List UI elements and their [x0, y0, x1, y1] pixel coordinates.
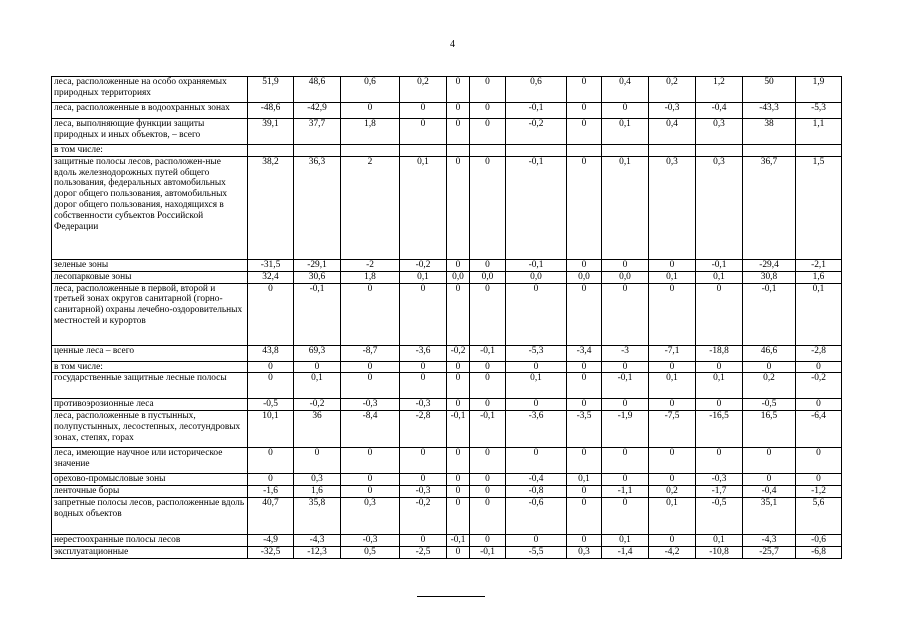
table-cell: -1,2 [796, 486, 842, 498]
table-cell: -0,1 [447, 534, 470, 546]
table-cell: 0,1 [696, 534, 743, 546]
table-cell: 5,6 [796, 497, 842, 534]
table-cell: -3,5 [567, 411, 602, 448]
table-cell: -2,5 [400, 546, 447, 558]
table-cell: 0 [470, 156, 506, 259]
table-cell: 0 [470, 399, 506, 411]
table-cell: 51,9 [248, 77, 294, 103]
table-cell: 0,1 [567, 474, 602, 486]
table-cell: -42,9 [294, 103, 341, 119]
table-cell: 0 [470, 474, 506, 486]
table-cell: -0,8 [506, 486, 567, 498]
table-cell: 0 [649, 534, 696, 546]
table-cell: 1,1 [796, 119, 842, 145]
table-cell: 0 [506, 448, 567, 474]
row-label: государственные защитные лесные полосы [52, 373, 248, 399]
table-cell: 0,1 [602, 156, 649, 259]
table-cell: -8,7 [341, 345, 400, 361]
table-cell: 0 [447, 497, 470, 534]
table-cell: -3,6 [400, 345, 447, 361]
table-cell: 30,6 [294, 271, 341, 283]
table-row [52, 283, 842, 345]
row-label: нерестоохранные полосы лесов [52, 534, 248, 546]
table-cell: 0 [470, 534, 506, 546]
table-cell: 0,3 [567, 546, 602, 558]
table-cell: 37,7 [294, 119, 341, 145]
table-cell: -0,1 [602, 373, 649, 399]
table-cell: 0,6 [506, 77, 567, 103]
table-cell: -0,2 [294, 399, 341, 411]
row-label: противоэрозионные леса [52, 399, 248, 411]
table-cell: -43,3 [743, 103, 796, 119]
table-cell: 0 [248, 373, 294, 399]
page-number: 4 [450, 39, 455, 50]
row-label: орехово-промысловые зоны [52, 474, 248, 486]
table-cell: 0 [341, 474, 400, 486]
table-cell: -16,5 [696, 411, 743, 448]
table-cell: -2,8 [400, 411, 447, 448]
table-cell: 0 [696, 283, 743, 345]
table-cell: 0,2 [649, 486, 696, 498]
table-cell: -3 [602, 345, 649, 361]
table-cell: 0 [400, 474, 447, 486]
table-cell: 0 [567, 103, 602, 119]
table-cell: 0 [649, 399, 696, 411]
table-cell: -2,1 [796, 259, 842, 271]
table-cell: 0,3 [696, 119, 743, 145]
table-cell: 0 [294, 361, 341, 373]
table-cell: 43,8 [248, 345, 294, 361]
table-cell: 0 [470, 259, 506, 271]
table-cell: 1,9 [796, 77, 842, 103]
table-cell: 0 [567, 399, 602, 411]
table-cell: 0,6 [341, 77, 400, 103]
table-cell: 0 [470, 497, 506, 534]
table-cell: -0,4 [696, 103, 743, 119]
table-cell: -18,8 [696, 345, 743, 361]
table-cell: 0 [506, 361, 567, 373]
table-cell: 0 [447, 399, 470, 411]
table-cell: 0 [470, 361, 506, 373]
row-label: защитные полосы лесов, расположен-ные вдоль железнодорожных путей общего пользования, федеральных автомобильных дорог общего пользования, автомобильных дорог общего пользования, находящихся в собственности субъектов Российской Федерации [52, 156, 248, 259]
table-cell: 0 [602, 497, 649, 534]
footer-rule [417, 596, 485, 597]
table-cell: -0,3 [400, 486, 447, 498]
table-cell: -5,3 [796, 103, 842, 119]
table-cell: 50 [743, 77, 796, 103]
table-cell [602, 145, 649, 157]
table-cell: -32,5 [248, 546, 294, 558]
table-cell: 0 [248, 474, 294, 486]
table-cell: -2,8 [796, 345, 842, 361]
forest-data-table [51, 76, 842, 559]
table-row [52, 345, 842, 361]
table-cell: 0 [743, 448, 796, 474]
table-cell: -12,3 [294, 546, 341, 558]
table-cell: 0,0 [602, 271, 649, 283]
table-cell: 0 [341, 448, 400, 474]
table-cell: 0,1 [696, 271, 743, 283]
table-cell: -2 [341, 259, 400, 271]
table-cell: 0 [696, 361, 743, 373]
table-cell: 0,3 [341, 497, 400, 534]
table-cell: 0 [447, 373, 470, 399]
table-row [52, 119, 842, 145]
table-cell: -0,1 [294, 283, 341, 345]
table-cell: 0 [470, 486, 506, 498]
row-label: леса, расположенные в первой, второй и третьей зонах округов санитарной (горно-санитарной) охраны лечебно-оздоровительных местностей и курортов [52, 283, 248, 345]
row-label: леса, расположенные в водоохранных зонах [52, 103, 248, 119]
table-cell: 1,5 [796, 156, 842, 259]
table-cell: 1,8 [341, 119, 400, 145]
table-cell: 0 [696, 448, 743, 474]
table-cell [796, 145, 842, 157]
table-cell: 0 [447, 103, 470, 119]
table-cell: -0,2 [796, 373, 842, 399]
table-cell: 0 [506, 283, 567, 345]
table-cell: -5,3 [506, 345, 567, 361]
table-cell: 0 [602, 361, 649, 373]
table-cell: 0,1 [602, 119, 649, 145]
table-cell: 0,0 [506, 271, 567, 283]
row-label: лесопарковые зоны [52, 271, 248, 283]
table-cell: -0,4 [506, 474, 567, 486]
table-cell: 0 [248, 283, 294, 345]
table-cell: 0 [447, 361, 470, 373]
table-row [52, 411, 842, 448]
table-cell: 0 [341, 373, 400, 399]
table-cell: 0 [470, 103, 506, 119]
table-cell: -0,2 [506, 119, 567, 145]
table-cell: -0,2 [447, 345, 470, 361]
table-body [52, 77, 842, 559]
table-cell [649, 145, 696, 157]
table-cell: 48,6 [294, 77, 341, 103]
table-cell: 0 [447, 474, 470, 486]
table-cell: 0,2 [400, 77, 447, 103]
table-cell: 0 [400, 103, 447, 119]
table-cell [294, 145, 341, 157]
table-cell: -0,3 [341, 399, 400, 411]
table-cell: 0 [649, 474, 696, 486]
table-cell: 0 [447, 486, 470, 498]
table-cell: 0,1 [649, 373, 696, 399]
table-cell [743, 145, 796, 157]
row-label: ценные леса – всего [52, 345, 248, 361]
table-cell [696, 145, 743, 157]
table-cell: 0,1 [649, 271, 696, 283]
table-cell: 0 [649, 283, 696, 345]
table-cell: 0 [470, 448, 506, 474]
table-cell: 0 [470, 77, 506, 103]
table-row [52, 361, 842, 373]
table-cell: 0,0 [567, 271, 602, 283]
table-cell: -7,5 [649, 411, 696, 448]
table-row [52, 448, 842, 474]
table-cell [341, 145, 400, 157]
table-row [52, 546, 842, 558]
table-cell: -31,5 [248, 259, 294, 271]
table-cell: -0,1 [506, 259, 567, 271]
table-cell: 0 [567, 259, 602, 271]
table-cell: 0 [506, 399, 567, 411]
table-cell: 0 [400, 534, 447, 546]
table-cell: 0 [400, 448, 447, 474]
table-cell: 0,1 [294, 373, 341, 399]
table-row [52, 259, 842, 271]
table-cell: 30,8 [743, 271, 796, 283]
table-cell: -8,4 [341, 411, 400, 448]
table-cell [567, 145, 602, 157]
table-cell: 0,2 [743, 373, 796, 399]
table-cell: 1,6 [796, 271, 842, 283]
table-cell: -0,3 [341, 534, 400, 546]
table-cell: 0 [567, 448, 602, 474]
table-cell: -29,1 [294, 259, 341, 271]
table-cell: 0 [567, 77, 602, 103]
table-cell: -0,1 [470, 546, 506, 558]
table-cell: -0,3 [696, 474, 743, 486]
table-cell: 0 [602, 103, 649, 119]
table-cell: 0 [341, 283, 400, 345]
table-cell: 0 [447, 283, 470, 345]
table-cell: -0,3 [400, 399, 447, 411]
table-cell: 0 [447, 546, 470, 558]
table-cell: -6,4 [796, 411, 842, 448]
table-cell: 0,1 [649, 497, 696, 534]
table-row [52, 77, 842, 103]
table-cell: -7,1 [649, 345, 696, 361]
table-cell: 0,2 [649, 77, 696, 103]
table-cell: 0 [649, 259, 696, 271]
table-cell: -0,6 [796, 534, 842, 546]
table-cell: 0 [602, 448, 649, 474]
table-cell: 0 [567, 373, 602, 399]
table-cell: 0 [649, 448, 696, 474]
table-cell: 0 [248, 361, 294, 373]
table-cell: 0 [602, 259, 649, 271]
table-row [52, 271, 842, 283]
table-cell: 0 [341, 103, 400, 119]
table-cell: 0 [602, 283, 649, 345]
table-row [52, 534, 842, 546]
table-cell: -3,4 [567, 345, 602, 361]
table-cell: -4,9 [248, 534, 294, 546]
table-cell: 0,3 [649, 156, 696, 259]
table-row [52, 399, 842, 411]
table-cell: 0 [567, 497, 602, 534]
table-cell: 0 [567, 361, 602, 373]
table-cell: -4,3 [294, 534, 341, 546]
table-cell: 0 [470, 373, 506, 399]
table-cell [248, 145, 294, 157]
table-cell: 0 [447, 77, 470, 103]
table-cell: 0,3 [696, 156, 743, 259]
table-cell: 0 [796, 361, 842, 373]
table-cell: 0 [602, 474, 649, 486]
table-row [52, 474, 842, 486]
table-cell: 0 [567, 283, 602, 345]
table-cell: -10,8 [696, 546, 743, 558]
table-cell [447, 145, 470, 157]
table-cell: -1,6 [248, 486, 294, 498]
table-cell: 10,1 [248, 411, 294, 448]
table-cell: -4,2 [649, 546, 696, 558]
table-cell: 36,3 [294, 156, 341, 259]
row-label: ленточные боры [52, 486, 248, 498]
table-cell: -0,1 [447, 411, 470, 448]
table-cell: 0 [470, 119, 506, 145]
table-cell: 0,4 [649, 119, 696, 145]
table-cell: -0,1 [506, 156, 567, 259]
table-cell: -0,5 [743, 399, 796, 411]
table-cell: 0 [447, 259, 470, 271]
table-cell: 0 [743, 474, 796, 486]
table-cell: -4,3 [743, 534, 796, 546]
table-cell: 39,1 [248, 119, 294, 145]
row-label: леса, выполняющие функции защиты природных и иных объектов, – всего [52, 119, 248, 145]
table-cell: -5,5 [506, 546, 567, 558]
table-cell: 0 [400, 361, 447, 373]
table-cell: 0 [447, 448, 470, 474]
table-row [52, 373, 842, 399]
table-cell: 0 [602, 399, 649, 411]
table-cell: 0,3 [294, 474, 341, 486]
table-cell: 0 [294, 448, 341, 474]
row-label: эксплуатационные [52, 546, 248, 558]
table-row [52, 156, 842, 259]
table-cell: 0 [567, 534, 602, 546]
row-label: зеленые зоны [52, 259, 248, 271]
row-label: в том числе: [52, 361, 248, 373]
table-cell: -48,6 [248, 103, 294, 119]
table-cell: 0 [796, 448, 842, 474]
table-cell: 2 [341, 156, 400, 259]
table-cell: -0,1 [470, 345, 506, 361]
table-row [52, 486, 842, 498]
table-row [52, 145, 842, 157]
table-row [52, 497, 842, 534]
table-cell: 0 [567, 486, 602, 498]
table-cell: -0,6 [506, 497, 567, 534]
table-cell: -1,9 [602, 411, 649, 448]
table-cell: 0,5 [341, 546, 400, 558]
table-cell: 0,1 [400, 271, 447, 283]
table-cell: -0,2 [400, 259, 447, 271]
table-cell: 35,1 [743, 497, 796, 534]
table-cell: -1,7 [696, 486, 743, 498]
table-cell: -0,5 [696, 497, 743, 534]
table-cell: -0,4 [743, 486, 796, 498]
table-cell: -0,1 [470, 411, 506, 448]
table-cell: 0,1 [696, 373, 743, 399]
table-cell: 0 [696, 399, 743, 411]
table-cell: 0 [341, 361, 400, 373]
table-cell [470, 145, 506, 157]
table-cell: 0,0 [470, 271, 506, 283]
table-cell: 0 [567, 119, 602, 145]
table-cell: -6,8 [796, 546, 842, 558]
table-cell: 0 [567, 156, 602, 259]
table-cell: -0,1 [743, 283, 796, 345]
table-cell: 1,8 [341, 271, 400, 283]
table-cell: -3,6 [506, 411, 567, 448]
table-cell: 35,8 [294, 497, 341, 534]
table-cell: -0,1 [696, 259, 743, 271]
table-cell: 0 [400, 373, 447, 399]
table-cell: 0 [506, 534, 567, 546]
table-cell: -0,5 [248, 399, 294, 411]
table-cell: 0,1 [506, 373, 567, 399]
table-cell: 0 [248, 448, 294, 474]
table-cell: 0,1 [400, 156, 447, 259]
table-cell: 0 [470, 283, 506, 345]
table-cell: 38,2 [248, 156, 294, 259]
table-cell [506, 145, 567, 157]
table-cell: 1,2 [696, 77, 743, 103]
table-cell: 0 [743, 361, 796, 373]
row-label: леса, расположенные в пустынных, полупустынных, лесостепных, лесотундровых зонах, степях, горах [52, 411, 248, 448]
row-label: запретные полосы лесов, расположенные вдоль водных объектов [52, 497, 248, 534]
table-cell: 0 [400, 119, 447, 145]
table-cell: 36,7 [743, 156, 796, 259]
table-cell: 46,6 [743, 345, 796, 361]
table-cell: 16,5 [743, 411, 796, 448]
table-cell: 0,1 [796, 283, 842, 345]
table-cell: -1,1 [602, 486, 649, 498]
table-cell: 36 [294, 411, 341, 448]
table-cell: 0 [649, 361, 696, 373]
row-label: леса, расположенные на особо охраняемых природных территориях [52, 77, 248, 103]
table-cell: -25,7 [743, 546, 796, 558]
table-cell: 69,3 [294, 345, 341, 361]
table-cell: -0,2 [400, 497, 447, 534]
row-label: леса, имеющие научное или историческое значение [52, 448, 248, 474]
table-cell [400, 145, 447, 157]
table-cell: 0 [341, 486, 400, 498]
table-cell: 32,4 [248, 271, 294, 283]
table-cell: 0 [796, 399, 842, 411]
table-cell: -0,3 [649, 103, 696, 119]
table-row [52, 103, 842, 119]
table-cell: -29,4 [743, 259, 796, 271]
table-cell: 0 [447, 119, 470, 145]
table-cell: 40,7 [248, 497, 294, 534]
table-cell: -1,4 [602, 546, 649, 558]
table-cell: 0,4 [602, 77, 649, 103]
table-cell: 0,0 [447, 271, 470, 283]
table-cell: -0,1 [506, 103, 567, 119]
table-cell: 0 [447, 156, 470, 259]
table-cell: 1,6 [294, 486, 341, 498]
table-cell: 0,1 [602, 534, 649, 546]
table-cell: 38 [743, 119, 796, 145]
row-label: в том числе: [52, 145, 248, 157]
table-cell: 0 [400, 283, 447, 345]
table-cell: 0 [796, 474, 842, 486]
